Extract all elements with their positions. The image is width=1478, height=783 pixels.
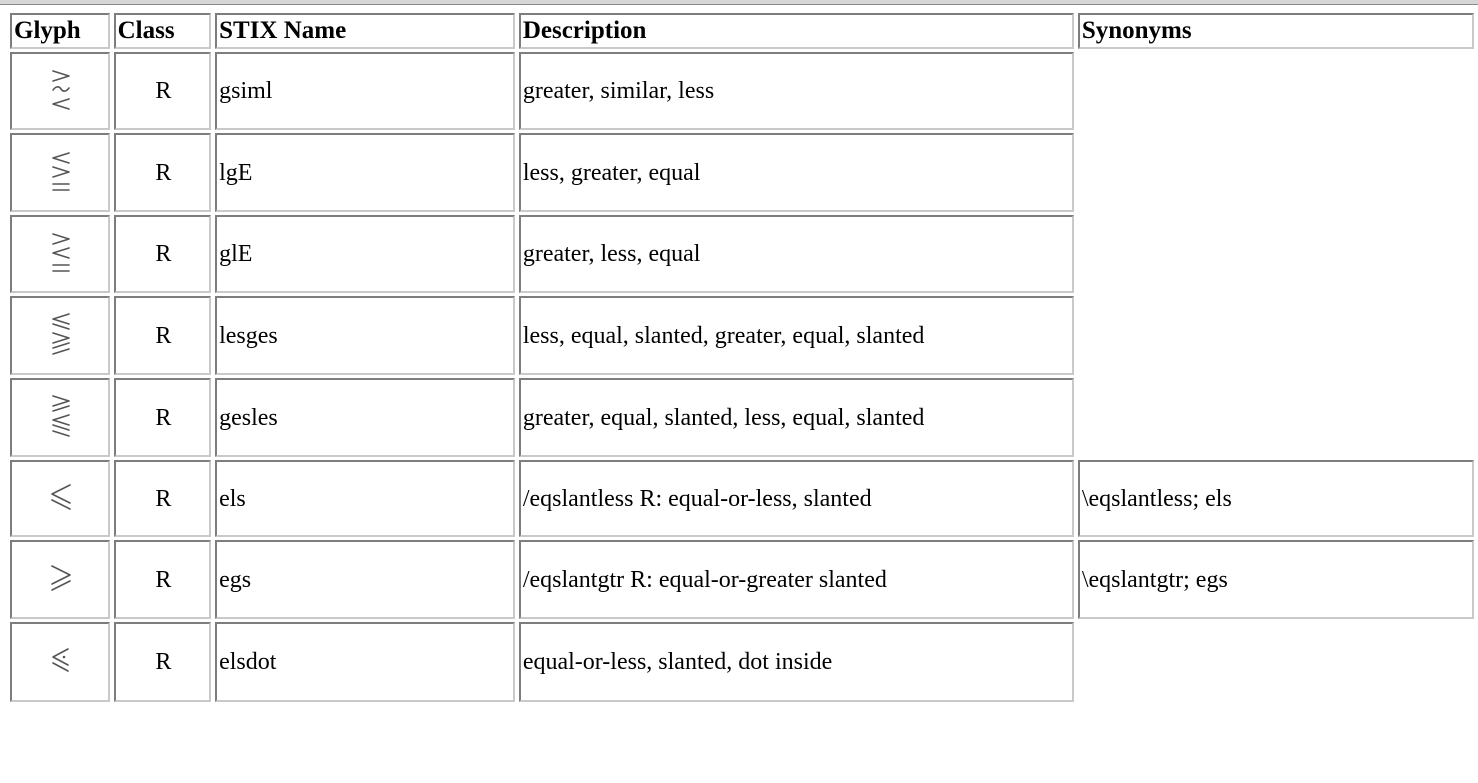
table-row: [10, 296, 1474, 375]
less-greater-equal-icon: [44, 150, 78, 196]
table-row: [10, 133, 1474, 212]
table-row: [10, 460, 1474, 537]
synonyms-cell: [1078, 52, 1474, 130]
synonyms-cell: [1078, 296, 1474, 375]
stix-name-cell: glE: [215, 215, 515, 293]
description-cell: less, greater, equal: [519, 133, 1074, 212]
table-row: [10, 52, 1474, 130]
table-header-row: [10, 13, 1474, 49]
glyph-cell: [10, 378, 110, 457]
equal-or-greater-slanted-icon: [44, 560, 78, 600]
header-stix-name: STIX Name: [215, 13, 515, 49]
stix-name-cell: lgE: [215, 133, 515, 212]
greater-less-equal-icon: [44, 231, 78, 277]
table-row: [10, 378, 1474, 457]
table-row: [10, 215, 1474, 293]
stix-name-cell: lesges: [215, 296, 515, 375]
glyph-cell: [10, 460, 110, 537]
synonyms-cell: [1078, 378, 1474, 457]
synonyms-cell: \eqslantgtr; egs: [1078, 540, 1474, 619]
glyph-cell: [10, 52, 110, 130]
top-rule: [0, 0, 1478, 5]
glyph-cell: [10, 622, 110, 702]
glyph-cell: [10, 296, 110, 375]
description-cell: less, equal, slanted, greater, equal, slanted: [519, 296, 1074, 375]
synonyms-cell: [1078, 133, 1474, 212]
class-cell: R: [114, 622, 212, 702]
synonyms-cell: \eqslantless; els: [1078, 460, 1474, 537]
class-cell: R: [114, 540, 212, 619]
class-cell: R: [114, 378, 212, 457]
stix-name-cell: gsiml: [215, 52, 515, 130]
table-row: [10, 540, 1474, 619]
glyph-cell: [10, 215, 110, 293]
description-cell: greater, equal, slanted, less, equal, slanted: [519, 378, 1074, 457]
synonyms-cell: [1078, 215, 1474, 293]
class-cell: R: [114, 460, 212, 537]
description-cell: equal-or-less, slanted, dot inside: [519, 622, 1074, 702]
table-row: [10, 622, 1474, 702]
header-synonyms: Synonyms: [1078, 13, 1474, 49]
glyph-cell: [10, 540, 110, 619]
class-cell: R: [114, 52, 212, 130]
description-cell: greater, similar, less: [519, 52, 1074, 130]
less-equal-slanted-greater-equal-slanted-icon: [44, 312, 78, 360]
glyph-cell: [10, 133, 110, 212]
description-cell: greater, less, equal: [519, 215, 1074, 293]
equal-or-less-slanted-icon: [44, 479, 78, 519]
header-class: Class: [114, 13, 212, 49]
description-cell: /eqslantgtr R: equal-or-greater slanted: [519, 540, 1074, 619]
stix-name-cell: elsdot: [215, 622, 515, 702]
equal-or-less-slanted-dot-icon: [44, 642, 78, 682]
header-glyph: Glyph: [10, 13, 110, 49]
class-cell: R: [114, 296, 212, 375]
stix-symbol-table: [6, 10, 1478, 705]
synonyms-cell: [1078, 622, 1474, 702]
header-description: Description: [519, 13, 1074, 49]
class-cell: R: [114, 133, 212, 212]
description-cell: /eqslantless R: equal-or-less, slanted: [519, 460, 1074, 537]
stix-name-cell: gesles: [215, 378, 515, 457]
stix-name-cell: egs: [215, 540, 515, 619]
greater-equal-slanted-less-equal-slanted-icon: [44, 394, 78, 442]
stix-name-cell: els: [215, 460, 515, 537]
greater-similar-less-icon: [44, 68, 78, 114]
class-cell: R: [114, 215, 212, 293]
